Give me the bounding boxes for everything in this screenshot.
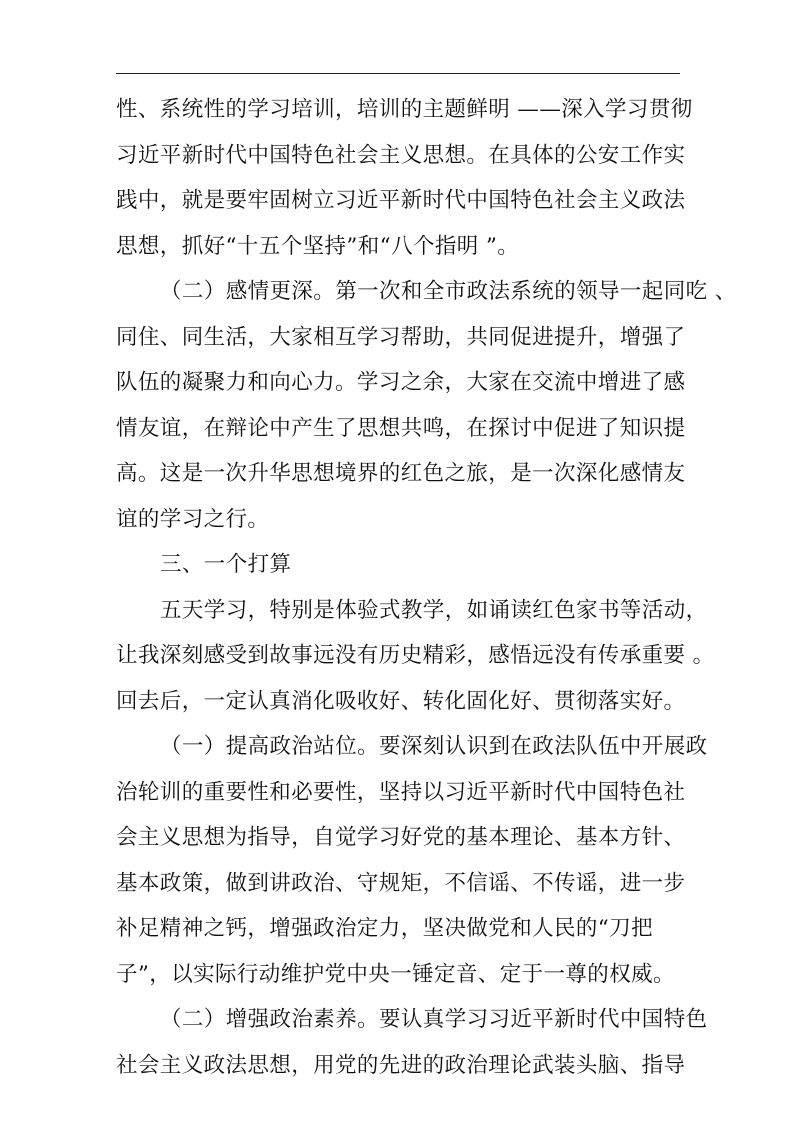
text-line: 让我深刻感受到故事远没有历史精彩，感悟远没有传承重要 。 [116, 643, 715, 668]
section-heading: 三、一个打算 [160, 552, 292, 577]
text-line: 谊的学习之行。 [116, 506, 270, 532]
text-line: 思想，抓好“十五个坚持”和“八个指明 ”。 [116, 233, 520, 259]
text-line: 高。这是一次升华思想境界的红色之旅，是一次深化感情友 [116, 461, 686, 486]
paragraph-first-line: （二）增强政治素养。要认真学习习近平新时代中国特色 [160, 1007, 708, 1032]
header-rule [116, 73, 680, 74]
paragraph-first-line: （一）提高政治站位。要深刻认识到在政法队伍中开展政 [160, 734, 708, 759]
text-line: 社会主义政法思想，用党的先进的政治理论武装头脑、指导 [116, 1052, 686, 1078]
paragraph-first-line: （二）感情更深。第一次和全市政法系统的领导一起同吃 、 [160, 279, 737, 304]
text-line: 回去后，一定认真消化吸收好、转化固化好、贯彻落实好。 [116, 688, 686, 714]
text-line: 会主义思想为指导，自觉学习好党的基本理论、基本方针、 [116, 825, 686, 850]
text-line: 补足精神之钙，增强政治定力，坚决做党和人民的“刀把 [116, 916, 653, 941]
text-line: 性、系统性的学习培训，培训的主题鲜明 ——深入学习贯彻 [116, 97, 693, 122]
text-line: 同住、同生活，大家相互学习帮助，共同促进提升，增强了 [116, 324, 686, 350]
text-line: 治轮训的重要性和必要性，坚持以习近平新时代中国特色社 [116, 779, 686, 805]
text-line: 队伍的凝聚力和向心力。学习之余，大家在交流中增进了感 [116, 370, 686, 395]
paragraph-first-line: 五天学习，特别是体验式教学，如诵读红色家书等活动， [160, 597, 708, 623]
body-text [116, 87, 737, 1088]
text-line: 践中，就是要牢固树立习近平新时代中国特色社会主义政法 [116, 188, 686, 213]
text-line: 情友谊，在辩论中产生了思想共鸣，在探讨中促进了知识提 [116, 415, 686, 441]
text-line: 习近平新时代中国特色社会主义思想。在具体的公安工作实 [116, 142, 686, 168]
text-line: 基本政策，做到讲政治、守规矩，不信谣、不传谣，进一步 [116, 870, 686, 896]
text-line: 子”，以实际行动维护党中央一锤定音、定于一尊的权威。 [116, 961, 675, 987]
